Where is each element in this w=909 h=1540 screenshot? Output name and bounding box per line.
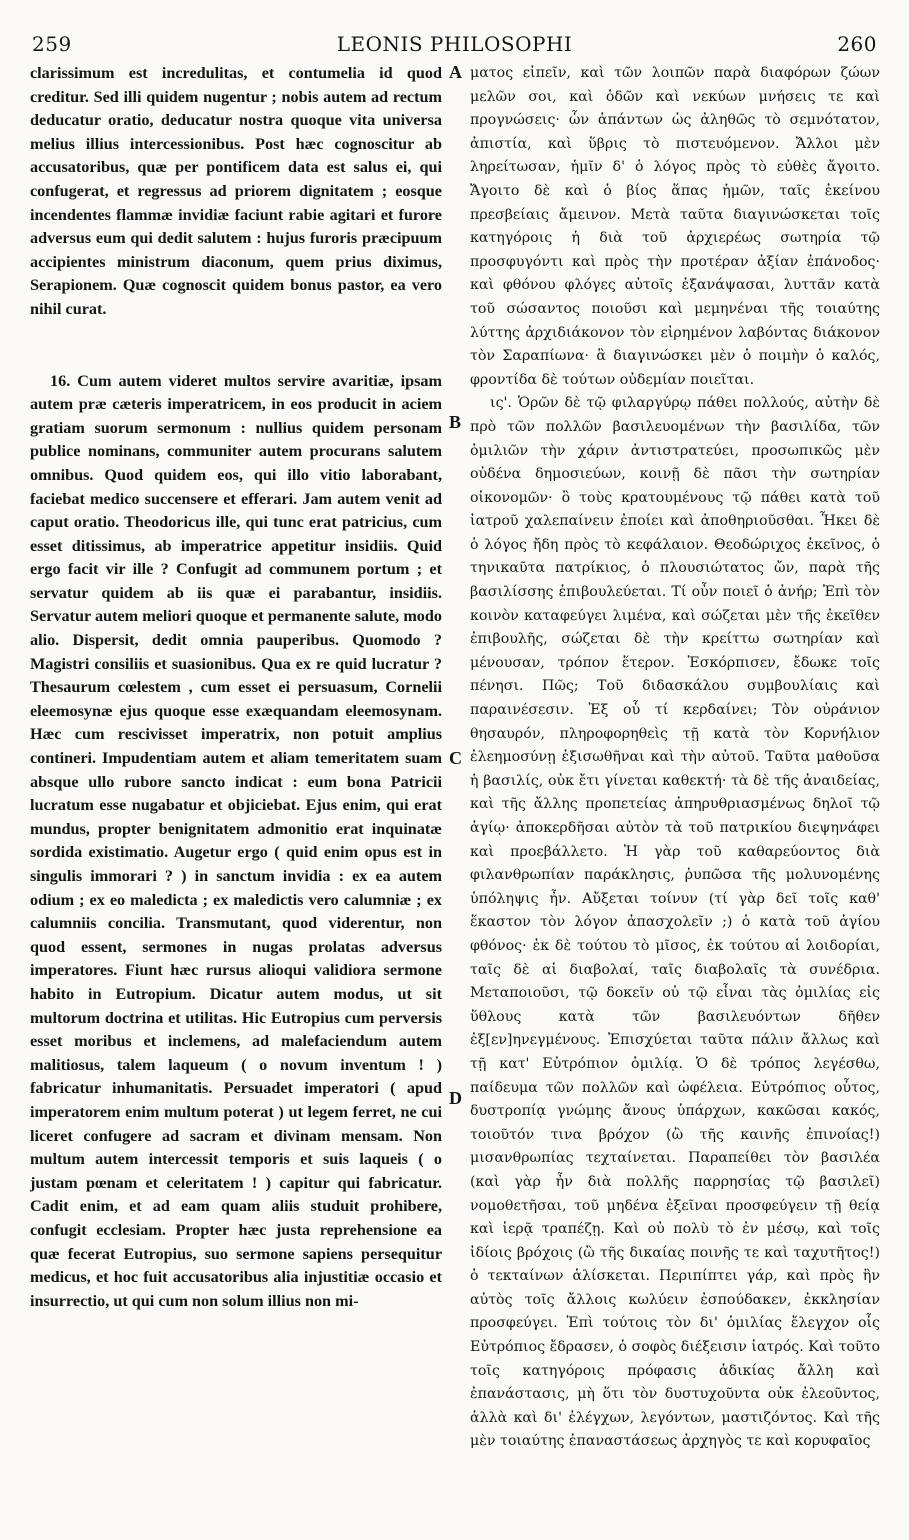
running-title: LEONIS PHILOSOPHI — [336, 32, 573, 56]
page-number-right: 260 — [837, 32, 877, 56]
latin-column — [30, 62, 442, 1313]
paragraph-gap — [30, 322, 442, 370]
margin-letter-d: D — [449, 1088, 462, 1108]
margin-letter-b: B — [449, 412, 462, 432]
greek-column — [470, 62, 880, 1454]
running-header — [32, 32, 877, 62]
greek-paragraph-2: ις'. Ὁρῶν δὲ τῷ φιλαργύρῳ πάθει πολλούς, αὐτὴν δὲ πρὸ τῶν πολλῶν βασιλευομένων τὴν βασιλίδα, τῶν ὁμιλιῶν τὴν χάριν ἀντιστρατεύει, προσωπικῶς μὲν οὐδένα δημοσιεύων, κοινῇ δὲ πᾶσι τὴν σωτηρίαν οἰκονομῶν· ὃ τοὺς κρατουμένους τῷ πάθει κατὰ τοῦ ἰατροῦ χαλεπαίνειν ἐποίει καὶ ἀποθηριοῦσθαι. Ἧκει δὲ ὁ λόγος ἤδη πρὸς τὸ κεφάλαιον. Θεοδώριχος ἐκεῖνος, ὁ τηνικαῦτα πατρίκιος, ὁ πλουσιώτατος ὤν, παρὰ τῆς βασιλίσσης ἐπιβουλεύεται. Τί οὖν ποιεῖ ὁ ἀνήρ; Ἐπὶ τὸν κοινὸν καταφεύγει λιμένα, καὶ σώζεται μὲν τῆς ἐκεῖθεν ἐπιβουλῆς, σώζεται δὲ τὴν κρείττω σωτηρίαν καὶ μένουσαν, τρόπον ἕτερον. Ἐσκόρπισεν, ἔδωκε τοῖς πένησι. Πῶς; Τοῦ διδασκάλου συμβουλίαις καὶ παραινέσεσιν. Ἐξ οὗ τί κερδαίνει; Τὸν οὐράνιον θησαυρόν, πληροφορηθεὶς τῇ κατὰ τὸν Κορνήλιον ἐλεημοσύνῃ ἐξισωθῆναι καὶ τὴν αὐτοῦ. Ταῦτα μαθοῦσα ἡ βασιλίς, οὐκ ἔτι γίνεται καθεκτή· τὰ δὲ τῆς ἀναιδείας, καὶ τῆς ἄλλης προπετείας ἀπηρυθριασμένως δηλοῖ τῷ ἁγίῳ· ἀποκερδῆσαι αὐτὸν τὰ τοῦ πατρικίου διεψηνάφει καὶ προεβάλλετο. Ἡ γὰρ τοῦ καθαρεύοντος διὰ φιλανθρωπίαν παράκλησις, ῥυπῶσα τῆς μολυνομένης ὑπόληψις ἦν. Αὔξεται τοίνυν (τί γὰρ δεῖ τοῖς καθ' ἕκαστον τὸν λόγον ἀπασχολεῖν ;) ὁ κατὰ τοῦ ἁγίου φθόνος· ἐκ δὲ τούτου τὸ μῖσος, ἐκ τούτου αἱ λοιδορίαι, ταῖς δὲ αἱ διαβολαί, ταῖς διαβολαῖς τὰ συνέδρια. Μεταποιοῦσι, τῷ δοκεῖν οὐ τῷ εἶναι τὰς ὁμιλίας εἰς ὕθλους κατὰ τῶν βασιλευόντων δῆθεν ἐξ[εν]ηνεγμένους. Ἐπισχύεται ταῦτα πάλιν ἄλλως καὶ τῇ κατ' Εὐτρόπιον ὁμιλίᾳ. Ὁ δὲ τρόπος λεγέσθω, παίδευμα τῶν πολλῶν καὶ ὠφέλεια. Εὐτρόπιος οὗτος, δυστροπίᾳ γνώμης ἄνους ὑπάρχων, κακῶσαι κακός, τοιοῦτόν τινα βρόχον (ὢ τῆς καινῆς ἐπινοίας!) μισανθρωπίας τεχταίνεται. Παραπείθει τὸν βασιλέα (καὶ γὰρ ἦν διὰ πολλῆς παρρησίας τῷ βασιλεῖ) νομοθετῆσαι, τοῦ μηδένα ἐξεῖναι προσφεύγειν τῇ θείᾳ καὶ ἱερᾷ τραπέζῃ. Καὶ οὐ πολὺ τὸ ἐν μέσῳ, καὶ τοῖς ἰδίοις βρόχοις (ὢ τῆς δικαίας ποινῆς τε καὶ ταχυτῆτος!) ὁ τεκταίνων ἁλίσκεται. Περιπίπτει γάρ, καὶ πρὸς ἣν αὐτὸς τοῖς ἄλλοις κωλύειν ἐσπούδακεν, ἐκκλησίαν προσφεύγει. Ἐπὶ τούτοις τὸν δι' ὁμιλίας ἔλεγχον οἷς Εὐτρόπιος ἔδρασεν, ὁ σοφὸς διέξεισιν ἰατρός. Καὶ τοῦτο τοῖς κατηγόροις πρόφασις ἀδικίας ἄλλη καὶ ἐπανάστασις, μὴ ὅτι τὸν δυστυχοῦντα οὐκ ἐλεοῦντος, ἀλλὰ καὶ δι' ἐλέγχων, λεγόντων, μαστιζόντος. Καὶ τῆς μὲν τοιαύτης ἐπαναστάσεως ἀρχηγὸς τε καὶ κορυφαῖος — [470, 395, 880, 1450]
page-number-left: 259 — [32, 32, 72, 56]
margin-letter-c: C — [449, 748, 462, 768]
latin-paragraph-2: 16. Cum autem videret multos servire avaritiæ, ipsam autem præ cæteris imperatricem, in eos producit in aciem gratiam suorum sermonum : nullius quidem personam publice nominans, communiter autem procurans salutem omnibus. Quod quidem eos, qui illo vitio laborabant, faciebat medico succensere et efferari. Jam autem venit ad caput oratio. Theodoricus ille, qui tunc erat patricius, cum esset ditissimus, ab imperatrice appetitur insidiis. Quid ergo facit vir ille ? Confugit ad communem portum ; et servatur quidem ab iis quæ ei parabantur, insidiis. Servatur autem meliori quoque et permanente salute, modo alio. Dispersit, dedit omnia pauperibus. Quomodo ? Magistri consiliis et suasionibus. Qua ex re quid lucratur ? Thesaurum cœlestem , cum esset ei persuasum, Cornelii eleemosynæ ejus quoque esse exæquandam eleemosynam. Hæc cum rescivisset imperatrix, non potuit amplius contineri. Impudentiam autem et aliam temeritatem suam absque ullo rubore sancto indicat : eum bona Patricii lucratum esse nugabatur et objiciebat. Ejus enim, qui erat mundus, propter benignitatem admonitio erat inquinatæ sordida existimatio. Augetur ergo ( quid enim opus est in singulis immorari ? ) in sanctum invidia : ex ea autem odium ; ex eo maledicta ; ex maledictis vero calumniæ ; ex calumniis concilia. Transmutant, quod viderentur, non quod essent, sermones in nugas prolatas adversus imperatores. Fiunt hæc rursus alioqui validiora sermone habito in Eutropium. Dicatur autem modus, ut sit multorum doctrina et utilitas. Hic Eutropius cum perversis esset moribus et inclemens, ad malefaciendum autem malitiosus, talem laqueum ( o novum inventum ! ) fabricatur inhumanitatis. Persuadet imperatori ( apud imperatorem enim multum poterat ) ut legem ferret, ne cui liceret confugere ad sacram et divinam mensam. Non multum autem intercessit temporis et suis laqueis ( o justam pœnam et celeritatem ! ) capitur qui fabricatur. Cadit enim, et ad eam quam aliis studuit prohibere, confugit ecclesiam. Propter hæc justa reprehensione ea quæ fecerat Eutropius, suo sermone sapiens persequitur medicus, et hoc fuit accusatoribus alia injustitiæ occasio et insurrectio, ut qui cum non solum illius non mi- — [30, 371, 442, 1310]
latin-paragraph-1: clarissimum est incredulitas, et contumelia id quod creditur. Sed illi quidem nugentur ; nobis autem ad rectum deducatur oratio, deducatur nostra quoque vita universa melius illius intercessionibus. Post hæc cognoscitur ab accusatoribus, quæ per pontificem data est salus ei, qui confugerat, et regressus ad priorem dignitatem ; eosque incendentes flammæ invidiæ faciunt rabie agitari et furore adversus eum qui dedit salutem : hujus furoris præcipuum accipientes ministrum diaconum, quem prius diximus, Serapionem. Quæ cognoscit quidem bonus pastor, ea vero nihil curat. — [30, 64, 442, 318]
greek-paragraph-1: ματος εἰπεῖν, καὶ τῶν λοιπῶν παρὰ διαφόρων ζώων μελῶν σοι, καὶ ὁδῶν καὶ νεκύων μνήσεις τε καὶ προγνώσεις· ὧν ἁπάντων ὡς ἀληθῶς τὸ σεμνότατον, ἀπιστία, καὶ ὕβρις τὸ πιστευόμενον. Ἄλλοι μὲν ληρείτωσαν, ἡμῖν δ' ὁ λόγος πρὸς τὸ εὐθὲς ἄγοιτο. Ἄγοιτο δὲ καὶ ὁ βίος ἅπας ἡμῶν, ταῖς ἐκείνου πρεσβείαις ἄμεινον. Μετὰ ταῦτα διαγινώσκεται τοῖς κατηγόροις ἡ διὰ τοῦ ἀρχιερέως σωτηρία τῷ προσφυγόντι καὶ πρὸς τὴν προτέραν ἀξίαν ἐπάνοδος· καὶ φθόνου φλόγες αὐτοῖς ἐξανάψασαι, λυττᾶν κατὰ τοῦ σώσαντος ποιοῦσι καὶ μεμηνέναι τῆς τοιαύτης λύττης ἀρχιδιάκονον τὸν εἰρημένον λαβόντας διάκονον τὸν Σαραπίωνα· ἃ διαγινώσκει μὲν ὁ ποιμὴν ὁ καλός, φροντίδα δὲ τούτων οὐδεμίαν ποιεῖται. — [470, 65, 880, 388]
margin-letter-a: A — [449, 62, 462, 82]
